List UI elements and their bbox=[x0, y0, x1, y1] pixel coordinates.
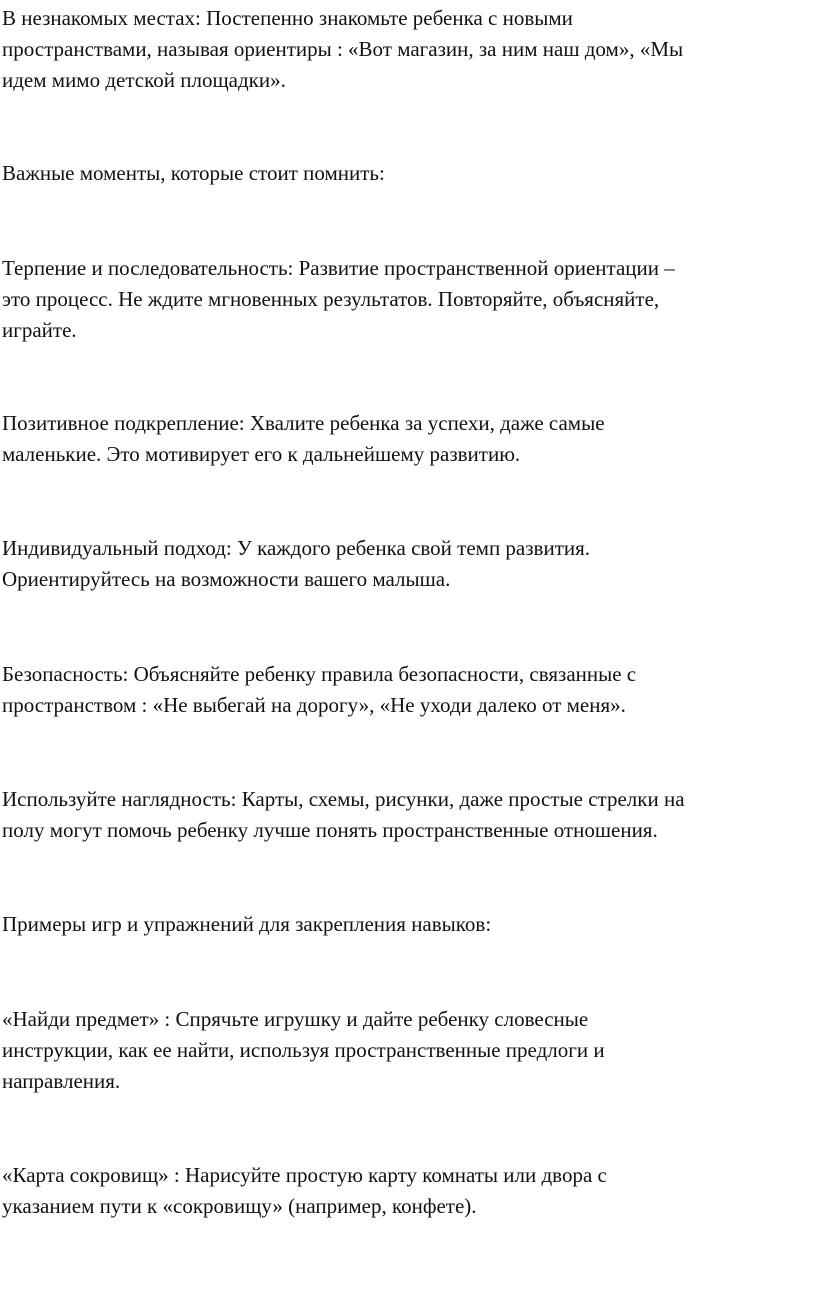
text-line: маленькие. Это мотивирует его к дальнейшему развитию. bbox=[2, 442, 521, 466]
text-line: Ориентируйтесь на возможности вашего малыша. bbox=[2, 567, 451, 591]
text-line: Важные моменты, которые стоит помнить: bbox=[2, 161, 385, 185]
text-line: Индивидуальный подход: У каждого ребенка свой темп развития. bbox=[2, 536, 591, 560]
text-line: «Найди предмет» : Спрячьте игрушку и дайте ребенку словесные bbox=[2, 1007, 589, 1031]
paragraph-unfamiliar-places bbox=[2, 3, 802, 96]
paragraph-safety bbox=[2, 659, 802, 721]
text-line: Позитивное подкрепление: Хвалите ребенка за успехи, даже самые bbox=[2, 411, 605, 435]
text-line: идем мимо детской площадки». bbox=[2, 68, 286, 92]
text-line: пространством : «Не выбегай на дорогу», «Не уходи далеко от меня». bbox=[2, 693, 626, 717]
heading-game-examples bbox=[2, 909, 802, 940]
text-line: пространствами, называя ориентиры : «Вот магазин, за ним наш дом», «Мы bbox=[2, 37, 684, 61]
text-line: В незнакомых местах: Постепенно знакомьте ребенка с новыми bbox=[2, 6, 573, 30]
paragraph-individual-approach bbox=[2, 533, 802, 595]
paragraph-treasure-map-game bbox=[2, 1160, 802, 1222]
text-line: Используйте наглядность: Карты, схемы, рисунки, даже простые стрелки на bbox=[2, 787, 685, 811]
paragraph-patience bbox=[2, 253, 802, 346]
text-line: Безопасность: Объясняйте ребенку правила безопасности, связанные с bbox=[2, 662, 637, 686]
text-line: Терпение и последовательность: Развитие пространственной ориентации – bbox=[2, 256, 675, 280]
text-line: указанием пути к «сокровищу» (например, конфете). bbox=[2, 1194, 477, 1218]
text-line: играйте. bbox=[2, 318, 77, 342]
text-line: это процесс. Не ждите мгновенных результатов. Повторяйте, объясняйте, bbox=[2, 287, 660, 311]
text-line: полу могут помочь ребенку лучше понять пространственные отношения. bbox=[2, 818, 658, 842]
text-line: направления. bbox=[2, 1069, 121, 1093]
text-line: инструкции, как ее найти, используя пространственные предлоги и bbox=[2, 1038, 605, 1062]
paragraph-positive-reinforcement bbox=[2, 408, 802, 470]
text-line: Примеры игр и упражнений для закрепления навыков: bbox=[2, 912, 492, 936]
heading-important-points bbox=[2, 158, 802, 189]
paragraph-find-object-game bbox=[2, 1004, 802, 1097]
text-line: «Карта сокровищ» : Нарисуйте простую карту комнаты или двора с bbox=[2, 1163, 607, 1187]
paragraph-visual-aids bbox=[2, 784, 802, 846]
